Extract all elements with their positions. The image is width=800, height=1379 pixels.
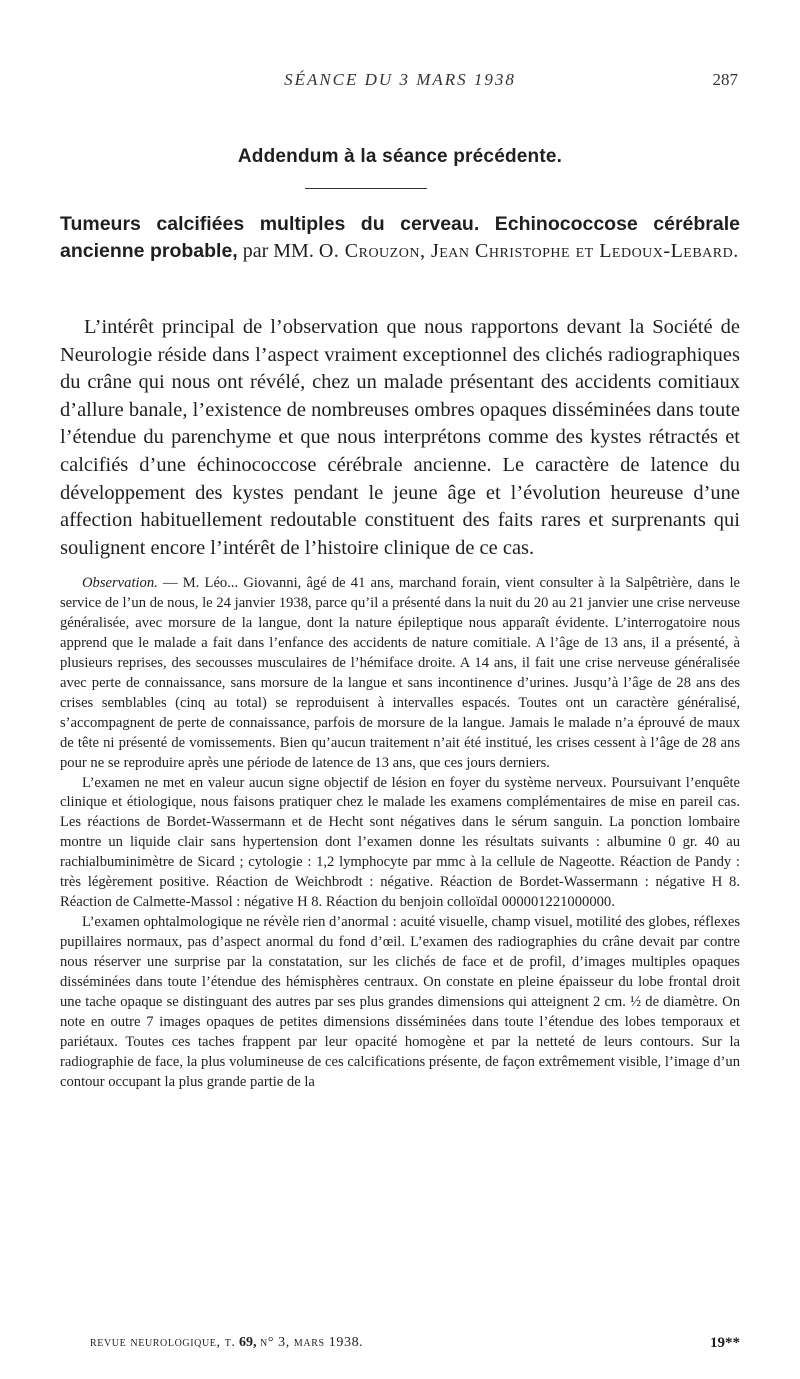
journal-reference (90, 1335, 363, 1351)
journal-volume: 69, (239, 1335, 257, 1350)
observation-section (60, 574, 740, 1093)
page-footer (90, 1335, 740, 1357)
intro-paragraph: L’intérêt principal de l’observation que nous rapportons devant la Société de Neurologie réside dans l’aspect vraiment exceptionnel des clichés radiographiques du crâne qui nous ont révélé, chez un malade présentant des accidents comitiaux d’allure banale, l’existence de nombreuses ombres opaques disséminées dans toute l’étendue du parenchyme et que nous interprétons comme des kystes rétractés et calcifiés d’une échinococcose cérébrale ancienne. Le caractère de latence du développement des kystes pendant le jeune âge et l’évolution heureuse d’une affection habituellement redoutable constituent des faits rares et surprenants qui soulignent encore l’intérêt de l’histoire clinique de ce cas. (60, 316, 740, 559)
page-number: 287 (712, 70, 738, 89)
observation-text: M. Léo... Giovanni, âgé de 41 ans, marchand forain, vient consulter à la Salpêtrière, dans le service de l’un de nous, le 24 janvier 1938, parce qu’il a présenté dans la nuit du 20 au 21 janvier une crise nerveuse généralisée, avec morsure de la langue, dont la nature épileptique nous apparaît évidente. L’interrogatoire nous apprend que le malade a fait dans l’enfance des accidents de nature comitiale. A l’âge de 13 ans, il a présenté, à plusieurs reprises, des secousses musculaires de l’hémiface droite. A 14 ans, il fait une crise nerveuse généralisée avec perte de connaissance, sans morsure de la langue et sans incontinence d’urines. Jusqu’à l’âge de 28 ans des crises semblables (cinq au total) se reproduisent à intervalles espacés. Toutes ont un caractère généralisé, s’accompagnent de perte de connaissance, parfois de morsure de la langue. Jamais le malade n’a éprouvé de maux de tête ni présenté de vomissements. Bien qu’aucun traitement n’ait été institué, les crises cessent à l’âge de 28 ans pour ne se reproduire après une période de latence de 13 ans, que ces jours derniers. (60, 575, 740, 771)
article-title-text: Tumeurs calcifiées multiples du cerveau. Echinococcose cérébrale ancienne probable, (60, 213, 740, 262)
journal-issue: n° 3, mars 1938. (260, 1335, 364, 1350)
article-authors: O. Crouzon, Jean Christophe et Ledoux-Lebard. (318, 240, 739, 262)
running-title: SÉANCE DU 3 MARS 1938 (284, 70, 516, 89)
printer-signature: 19** (710, 1335, 740, 1351)
article-byline: par MM. (242, 240, 314, 262)
examination-paragraph: L’examen ne met en valeur aucun signe objectif de lésion en foyer du système nerveux. Poursuivant l’enquête clinique et étiologique, nous faisons pratiquer chez le malade les examens complémentaires de mise en pareil cas. Les réactions de Bordet-Wassermann et de Hecht sont négatives dans le sérum sanguin. La ponction lombaire montre un liquide clair sans hypertension dont l’examen donne les résultats suivants : albumine 0 gr. 40 au rachialbuminimètre de Sicard ; cytologie : 1,2 lymphocyte par mmc à la cellule de Nageotte. Réaction de Pandy : très légèrement positive. Réaction de Weichbrodt : négative. Réaction de Bordet-Wassermann : négative H 8. Réaction de Calmette-Massol : négative H 8. Réaction du benjoin colloïdal 000001221000000. (60, 774, 740, 911)
observation-dash: — (157, 575, 183, 591)
observation-label: Observation. (82, 575, 158, 591)
radiography-paragraph: L’examen ophtalmologique ne révèle rien d’anormal : acuité visuelle, champ visuel, motilité des globes, réflexes pupillaires normaux, pas d’aspect anormal du fond d’œil. L’examen des radiographies du crâne devait par contre nous réserver une surprise par la constatation, sur les clichés de face et de profil, d’images multiples opaques disséminées dans toute l’étendue des hémisphères centraux. On constate en pleine épaisseur du lobe frontal droit une tache opaque se distinguant des autres par ses plus grandes dimensions qui atteignent 2 cm. ½ de diamètre. On note en outre 7 images opaques de petites dimensions disséminées dans toute l’étendue des lobes temporaux et pariétaux. Toutes ces taches frappent par leur opacité homogène et par la netteté de leurs contours. Sur la radiographie de face, la plus volumineuse de ces calcifications présente, de façon extrêmement visible, l’image d’un contour occupant la plus grande partie de la (60, 914, 740, 1090)
article-title (60, 211, 740, 265)
observation-paragraph (60, 574, 740, 774)
running-header (60, 70, 740, 94)
journal-name: revue neurologique, t. (90, 1335, 236, 1350)
separator-rule (305, 188, 427, 189)
section-heading: Addendum à la séance précédente. (237, 146, 563, 167)
